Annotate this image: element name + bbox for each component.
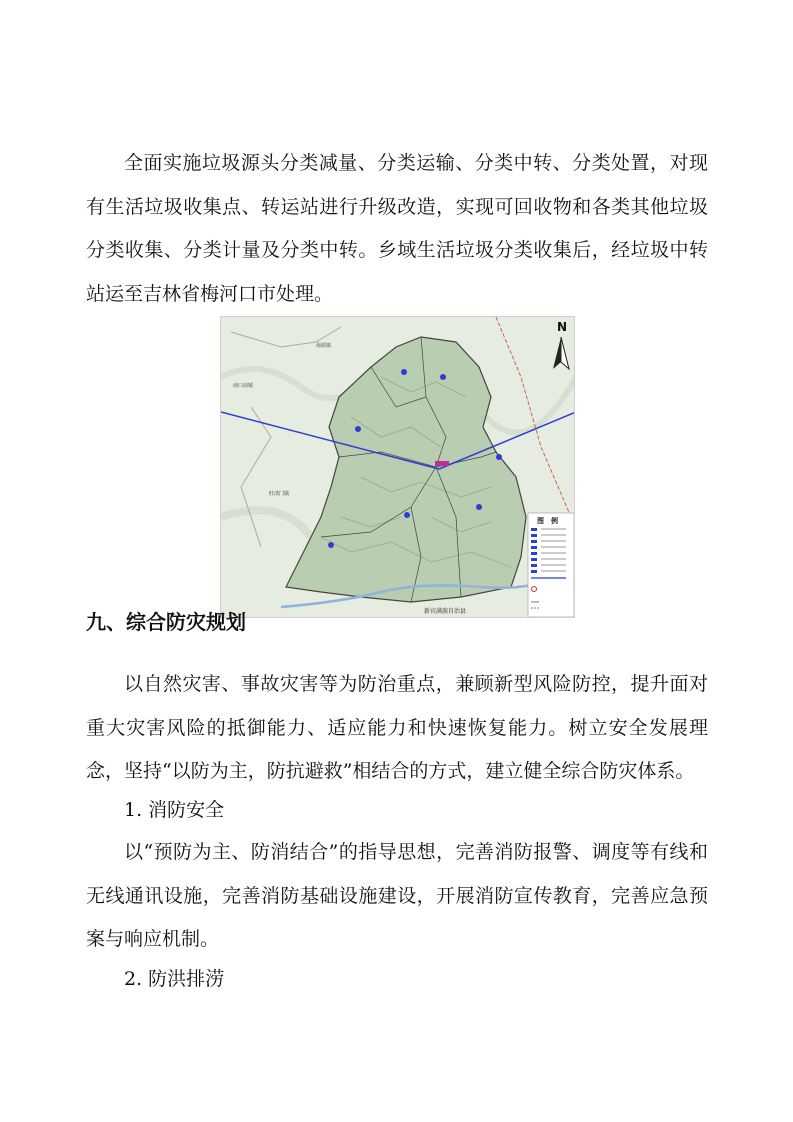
place-label: 海源镇 xyxy=(316,343,332,349)
place-label: 旺清门镇 xyxy=(269,491,290,497)
paragraph-garbage: 全面实施垃圾源头分类减量、分类运输、分类中转、分类处置，对现有生活垃圾收集点、转运站进行升级改造，实现可回收物和各类其他垃圾分类收集、分类计量及分类中转。乡域生活垃圾分类收集后，经垃圾中转站运至吉林省梅河口市处理。 xyxy=(86,152,708,305)
legend-title: 图 例 xyxy=(537,517,558,525)
map-legend xyxy=(528,513,574,617)
place-label: 南口前镇 xyxy=(233,383,254,389)
planning-map-figure xyxy=(220,316,575,618)
subheading-fire-safety: 1. 消防安全 xyxy=(124,799,225,821)
paragraph-disaster-intro: 以自然灾害、事故灾害等为防治重点，兼顾新型风险防控，提升面对重大灾害风险的抵御能力、适应能力和快速恢复能力。树立安全发展理念，坚持“以防为主，防抗避救”相结合的方式，建立健全综合防灾体系。 xyxy=(86,673,708,782)
map-svg xyxy=(221,317,575,618)
subheading-flood-control: 2. 防洪排涝 xyxy=(124,968,225,990)
paragraph-fire-safety: 以“预防为主、防消结合”的指导思想，完善消防报警、调度等有线和无线通讯设施，完善消防基础设施建设，开展消防宣传教育，完善应急预案与响应机制。 xyxy=(86,841,708,950)
north-label: N xyxy=(557,320,568,334)
county-label: 新宾满族自治县 xyxy=(424,608,467,615)
section-heading: 九、综合防灾规划 xyxy=(86,610,246,634)
